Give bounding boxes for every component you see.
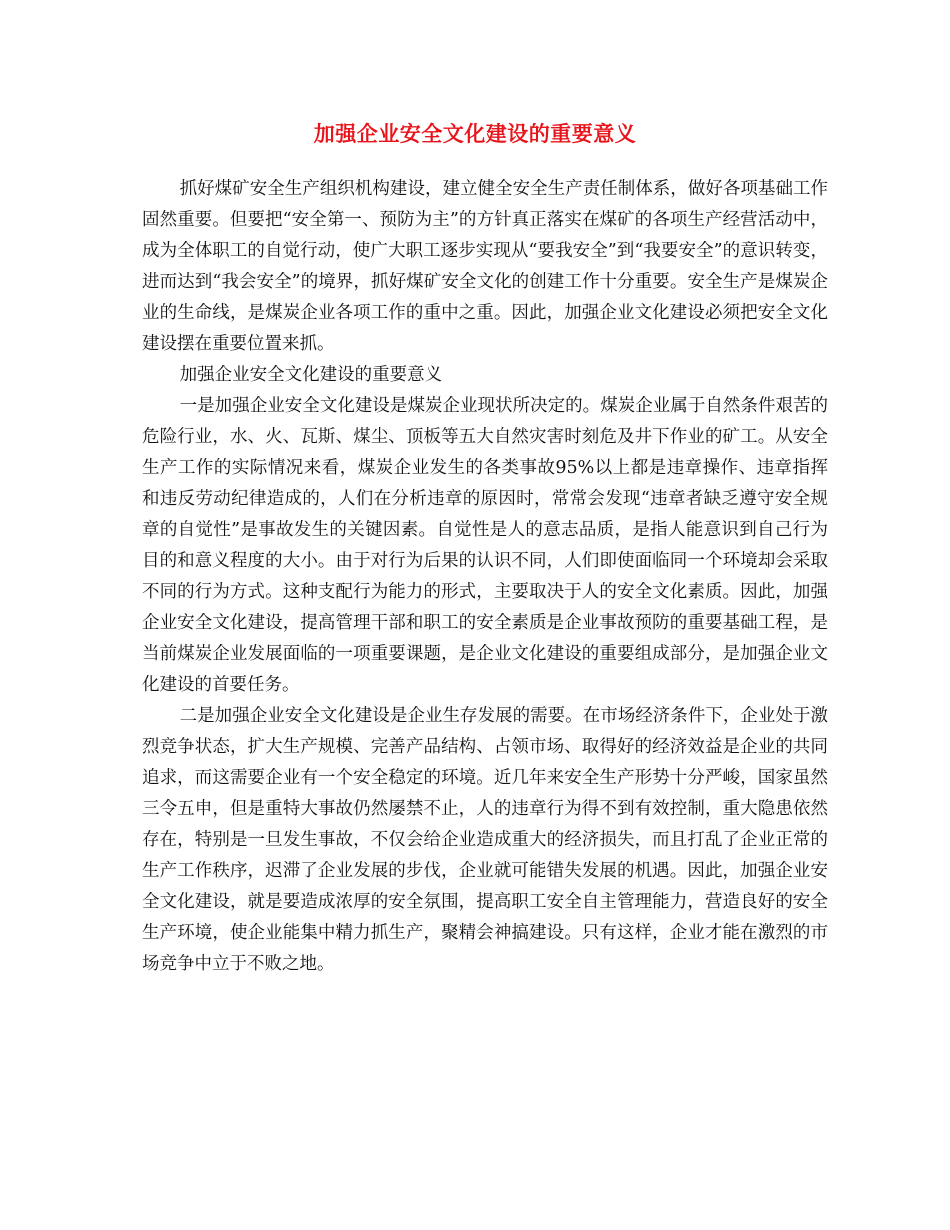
document-title: 加强企业安全文化建设的重要意义 bbox=[313, 121, 637, 146]
paragraph-intro: 抓好煤矿安全生产组织机构建设，建立健全安全生产责任制体系，做好各项基础工作固然重要。但要把“安全第一、预防为主”的方针真正落实在煤矿的各项生产经营活动中，成为全体职工的自觉行动，使广大职工逐步实现从“要我安全”到“我要安全”的意识转变，进而达到“我会安全”的境界，抓好煤矿安全文化的创建工作十分重要。安全生产是煤炭企业的生命线，是煤炭企业各项工作的重中之重。因此，加强企业文化建设必须把安全文化建设摆在重要位置来抓。 bbox=[142, 179, 828, 354]
document-body bbox=[142, 174, 828, 980]
paragraph-section-heading: 加强企业安全文化建设的重要意义 bbox=[179, 365, 443, 385]
paragraph-point-two: 二是加强企业安全文化建设是企业生存发展的需要。在市场经济条件下，企业处于激烈竞争状态，扩大生产规模、完善产品结构、占领市场、取得好的经济效益是企业的共同追求，而这需要企业有一个安全稳定的环境。近几年来安全生产形势十分严峻，国家虽然三令五申，但是重特大事故仍然屡禁不止，人的违章行为得不到有效控制，重大隐患依然存在，特别是一旦发生事故，不仅会给企业造成重大的经济损失，而且打乱了企业正常的生产工作秩序，迟滞了企业发展的步伐，企业就可能错失发展的机遇。因此，加强企业安全文化建设，就是要造成浓厚的安全氛围，提高职工安全自主管理能力，营造良好的安全生产环境，使企业能集中精力抓生产，聚精会神搞建设。只有这样，企业才能在激烈的市场竞争中立于不败之地。 bbox=[142, 706, 828, 974]
paragraph-point-one: 一是加强企业安全文化建设是煤炭企业现状所决定的。煤炭企业属于自然条件艰苦的危险行业，水、火、瓦斯、煤尘、顶板等五大自然灾害时刻危及井下作业的矿工。从安全生产工作的实际情况来看，煤炭企业发生的各类事故95%以上都是违章操作、违章指挥和违反劳动纪律造成的，人们在分析违章的原因时，常常会发现“违章者缺乏遵守安全规章的自觉性”是事故发生的关键因素。自觉性是人的意志品质，是指人能意识到自己行为目的和意义程度的大小。由于对行为后果的认识不同，人们即使面临同一个环境却会采取不同的行为方式。这种支配行为能力的形式，主要取决于人的安全文化素质。因此，加强企业安全文化建设，提高管理干部和职工的安全素质是企业事故预防的重要基础工程，是当前煤炭企业发展面临的一项重要课题，是企业文化建设的重要组成部分，是加强企业文化建设的首要任务。 bbox=[142, 396, 828, 695]
